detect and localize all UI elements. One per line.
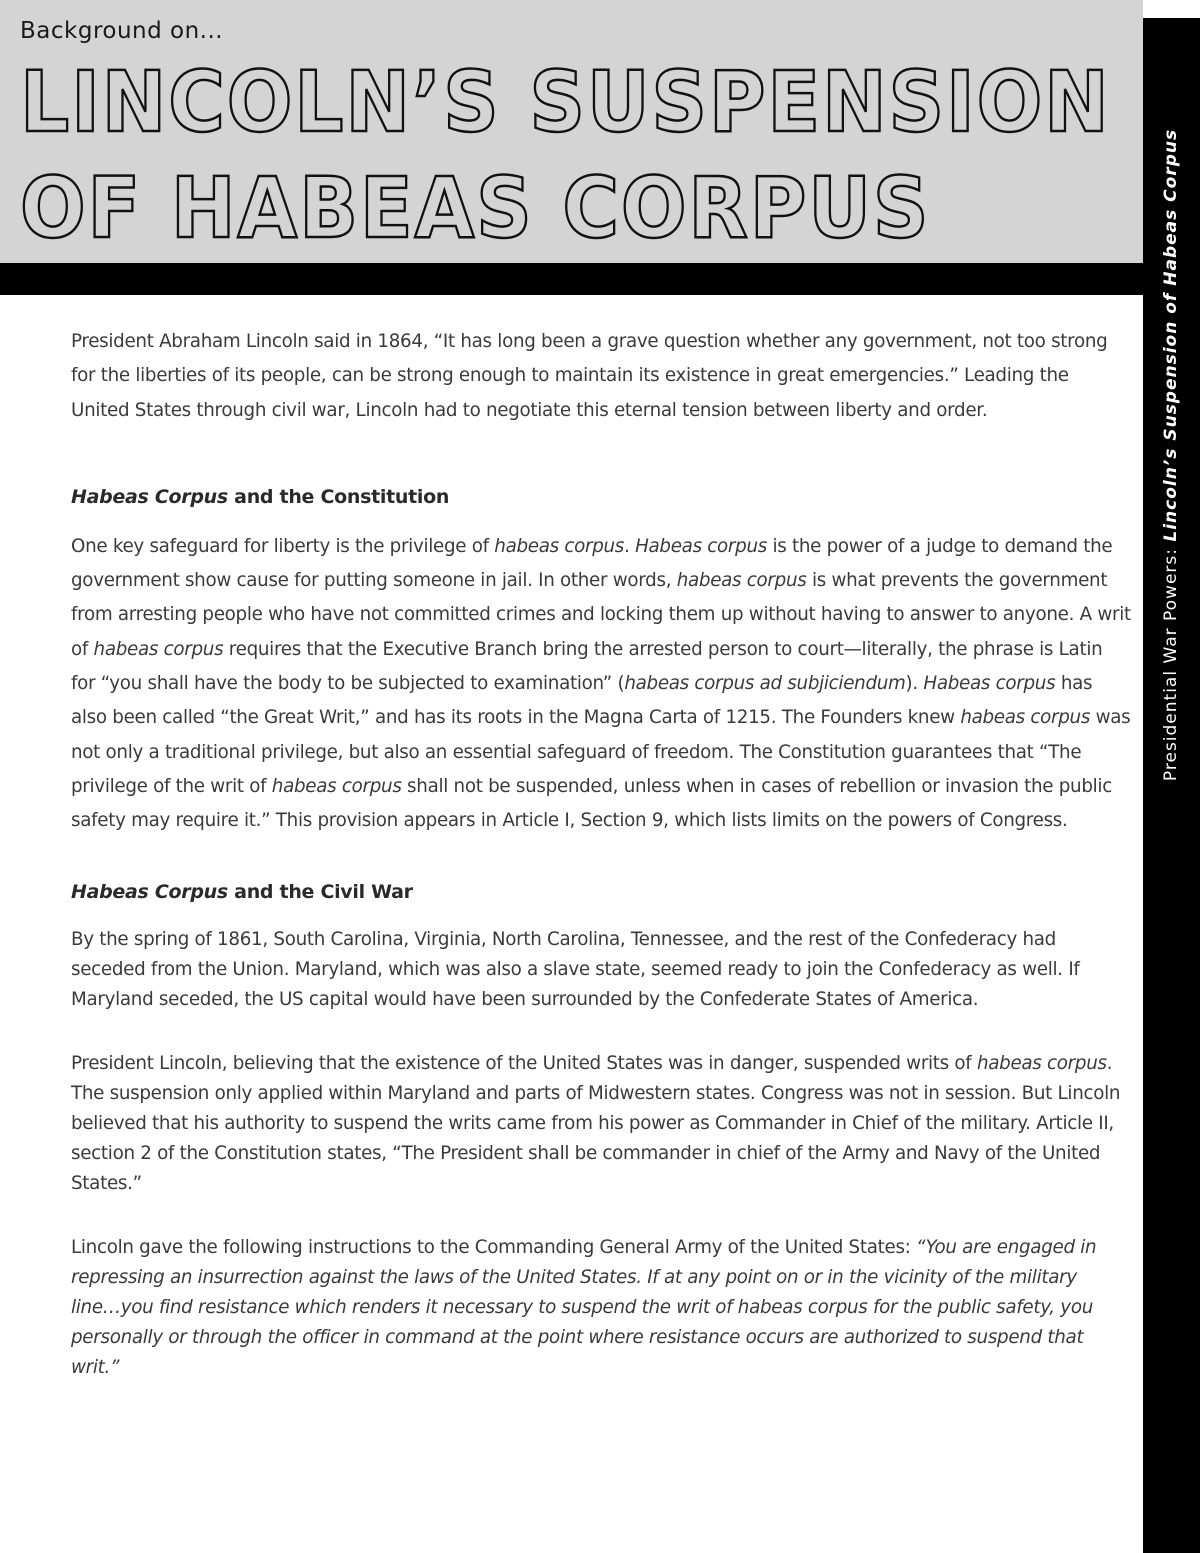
- text-run: One key safeguard for liberty is the privilege of: [71, 535, 495, 557]
- text-run: . The suspension only applied within Maryland and parts of Midwestern states. Congress was not in session. But Lincoln believed that his authority to suspend the writs came from his power as Commander in Chief of the military. Article II, section 2 of the Constitution states, “The President shall be commander in chief of the Army and Navy of the United States.”: [71, 1052, 1121, 1194]
- civil-war-paragraph-1: By the spring of 1861, South Carolina, Virginia, North Carolina, Tennessee, and the rest of the Confederacy had seceded from the Union. Maryland, which was also a slave state, seemed ready to join the Confederacy as well. If Maryland seceded, the US capital would have been surrounded by the Confederate States of America.: [71, 928, 1080, 1010]
- side-series-label: Presidential War Powers:: [1161, 541, 1181, 782]
- italic-run: Habeas corpus: [923, 673, 1056, 695]
- heading-rest: and the Civil War: [227, 880, 413, 903]
- italic-run: habeas corpus ad subjiciendum: [624, 673, 906, 695]
- section-heading-constitution: [71, 486, 1131, 508]
- text-run: Lincoln gave the following instructions to the Commanding General Army of the United States:: [71, 1236, 917, 1258]
- text-run: ).: [905, 673, 924, 695]
- article-body: [71, 325, 1131, 1383]
- page-title-line-2: OF HABEAS CORPUS: [20, 159, 931, 257]
- text-run: shall not be suspended, unless when in cases of rebellion or invasion the public safety may require it.” This provision appears in Article I, Section 9, which lists limits on the powers of Congress.: [71, 775, 1112, 832]
- intro-paragraph: President Abraham Lincoln said in 1864, “It has long been a grave question whether any government, not too strong for the liberties of its people, can be strong enough to maintain its existence in great emergencies.” Leading the United States through civil war, Lincoln had to negotiate this eternal tension between liberty and order.: [71, 331, 1108, 421]
- text-run: is the power of a judge to demand the government show cause for putting someone in jail. In other words,: [71, 535, 1113, 592]
- header-divider-bar: [0, 263, 1200, 295]
- header-band: [0, 0, 1143, 265]
- side-document-title: Lincoln’s Suspension of Habeas Corpus: [1161, 128, 1181, 542]
- italic-run: habeas corpus: [93, 638, 224, 660]
- italic-run: habeas corpus: [676, 570, 807, 592]
- italic-run: habeas corpus: [271, 775, 402, 797]
- side-running-title: [1161, 129, 1181, 781]
- heading-italic: Habeas Corpus: [71, 485, 228, 508]
- heading-italic: Habeas Corpus: [71, 880, 228, 903]
- italic-run: habeas corpus: [976, 1052, 1107, 1074]
- heading-rest: and the Constitution: [227, 485, 450, 508]
- text-run: was not only a traditional privilege, but also an essential safeguard of freedom. The Constitution guarantees that “The privilege of the writ of: [71, 707, 1131, 797]
- italic-run: Habeas corpus: [635, 535, 767, 557]
- header-kicker: Background on...: [20, 18, 224, 44]
- civil-war-paragraph-3: [71, 1233, 1131, 1383]
- text-run: is what prevents the government from arresting people who have not committed crimes and locking them up without having to answer to anyone. A writ of: [71, 570, 1131, 660]
- italic-run: “You are engaged in repressing an insurrection against the laws of the United States. If at any point on or in the vicinity of the military line…you find resistance which renders it necessary to suspend the writ of habeas corpus for the public safety, you personally or through the officer in command at the point where resistance occurs are authorized to suspend that writ.”: [71, 1236, 1097, 1378]
- text-run: President Lincoln, believing that the existence of the United States was in danger, suspended writs of: [71, 1052, 977, 1074]
- constitution-paragraph: [71, 530, 1131, 839]
- text-run: has also been called “the Great Writ,” and has its roots in the Magna Carta of 1215. The Founders knew: [71, 673, 1093, 729]
- text-run: requires that the Executive Branch bring the arrested person to court—literally, the phrase is Latin for “you shall have the body to be subjected to examination” (: [71, 638, 1103, 695]
- page-title-line-1: LINCOLN’S SUSPENSION: [20, 53, 1111, 151]
- section-heading-civil-war: [71, 881, 1131, 903]
- italic-run: habeas corpus: [494, 535, 625, 557]
- civil-war-paragraph-2: [71, 1049, 1131, 1199]
- italic-run: habeas corpus: [960, 707, 1091, 729]
- text-run: .: [624, 535, 636, 557]
